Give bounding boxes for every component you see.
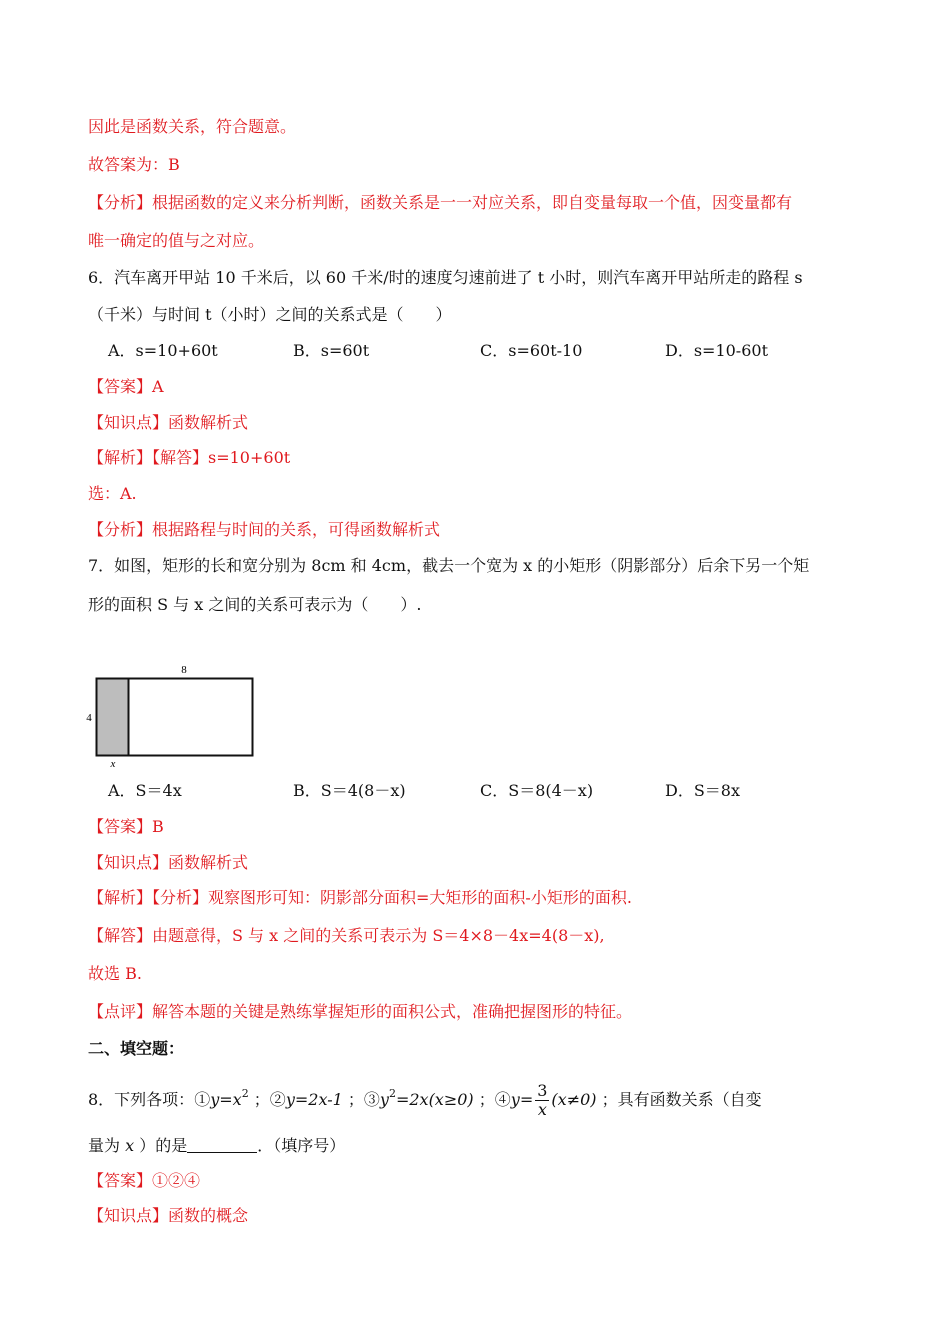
- selection-line: 故选 B.: [88, 964, 142, 983]
- math-var: x: [125, 1136, 135, 1155]
- rectangle-figure: [80, 660, 270, 772]
- q8-text: ．（填序号）: [257, 1136, 346, 1155]
- item-marker: ④: [494, 1090, 511, 1109]
- math-var: y: [285, 1090, 295, 1109]
- analysis-line: 【分析】根据函数的定义来分析判断，函数关系是一一对应关系，即自变量每取一个值，因变量都有: [88, 193, 793, 212]
- shaded-rectangle: [97, 679, 129, 756]
- option-a: A．S＝4x: [108, 781, 182, 800]
- fraction-denominator: x: [537, 1100, 547, 1119]
- math-condition: (x≠0): [551, 1090, 597, 1109]
- solution-line: 【解析】【解答】s=10+60t: [88, 448, 291, 467]
- question-6-text: （千米）与时间 t（小时）之间的关系式是（ ）: [88, 305, 452, 324]
- x-label: x: [110, 758, 116, 770]
- math-var: y: [379, 1090, 389, 1109]
- math-exponent: 2: [388, 1087, 396, 1100]
- option-b: B．S＝4(8－x): [293, 781, 406, 800]
- knowledge-point: 【知识点】函数的概念: [88, 1206, 249, 1225]
- analysis-line: 【分析】根据路程与时间的关系，可得函数解析式: [88, 520, 441, 539]
- item-marker: ①: [194, 1090, 211, 1109]
- width-label: 4: [86, 712, 92, 724]
- knowledge-point: 【知识点】函数解析式: [88, 413, 249, 432]
- separator: ；: [347, 1090, 364, 1109]
- item-marker: ③: [363, 1090, 380, 1109]
- text-line: 因此是函数关系，符合题意。: [88, 117, 297, 136]
- option-a: A．s=10+60t: [108, 341, 218, 360]
- math-expression: =2x-1: [294, 1090, 343, 1109]
- question-7-text: 7．如图，矩形的长和宽分别为 8cm 和 4cm，截去一个宽为 x 的小矩形（阴影部分）后余下另一个矩: [88, 556, 810, 575]
- math-expression: y=: [510, 1090, 534, 1109]
- question-8-text: [88, 1136, 345, 1156]
- separator: ；: [478, 1090, 495, 1109]
- option-b: B．s=60t: [293, 341, 370, 360]
- q8-text: ）的是: [139, 1136, 188, 1155]
- fraction-numerator: 3: [537, 1081, 548, 1100]
- answer-line: 【答案】B: [88, 817, 164, 836]
- section-heading: 二、填空题：: [88, 1039, 185, 1058]
- q8-text: 量为: [88, 1136, 121, 1155]
- length-label: 8: [181, 664, 187, 676]
- fraction: [535, 1082, 549, 1119]
- solution-line: 【解析】【分析】观察图形可知：阴影部分面积=大矩形的面积-小矩形的面积.: [88, 888, 632, 907]
- text-line: 故答案为：B: [88, 155, 180, 174]
- option-c: C．s=60t-10: [480, 341, 583, 360]
- option-d: D．s=10-60t: [665, 341, 769, 360]
- option-d: D．S＝8x: [665, 781, 740, 800]
- separator: ；: [253, 1090, 270, 1109]
- analysis-line: 唯一确定的值与之对应。: [88, 231, 265, 250]
- math-op: =: [219, 1090, 233, 1109]
- option-c: C．S＝8(4－x): [480, 781, 594, 800]
- math-var: y: [210, 1090, 220, 1109]
- item-marker: ②: [269, 1090, 286, 1109]
- selection-line: 选：A.: [88, 484, 137, 503]
- question-7-text: 形的面积 S 与 x 之间的关系可表示为（ ）.: [88, 595, 422, 614]
- math-var: x: [232, 1090, 242, 1109]
- answer-line: 【答案】A: [88, 377, 164, 396]
- math-expression: =2x(x≥0): [395, 1090, 474, 1109]
- answer-blank[interactable]: [187, 1138, 257, 1153]
- solution-line: 【解答】由题意得，S 与 x 之间的关系可表示为 S＝4×8－4x=4(8－x),: [88, 926, 605, 945]
- q8-tail: ；具有函数关系（自变: [601, 1090, 762, 1109]
- question-8-text: [88, 1072, 762, 1122]
- knowledge-point: 【知识点】函数解析式: [88, 853, 249, 872]
- answer-line: 【答案】①②④: [88, 1171, 201, 1190]
- question-6-text: 6．汽车离开甲站 10 千米后，以 60 千米/时的速度匀速前进了 t 小时，则汽车离开甲站所走的路程 s: [88, 268, 803, 287]
- q8-prefix: 8．下列各项：: [88, 1090, 195, 1109]
- comment-line: 【点评】解答本题的关键是熟练掌握矩形的面积公式，准确把握图形的特征。: [88, 1002, 633, 1021]
- math-exponent: 2: [241, 1087, 249, 1100]
